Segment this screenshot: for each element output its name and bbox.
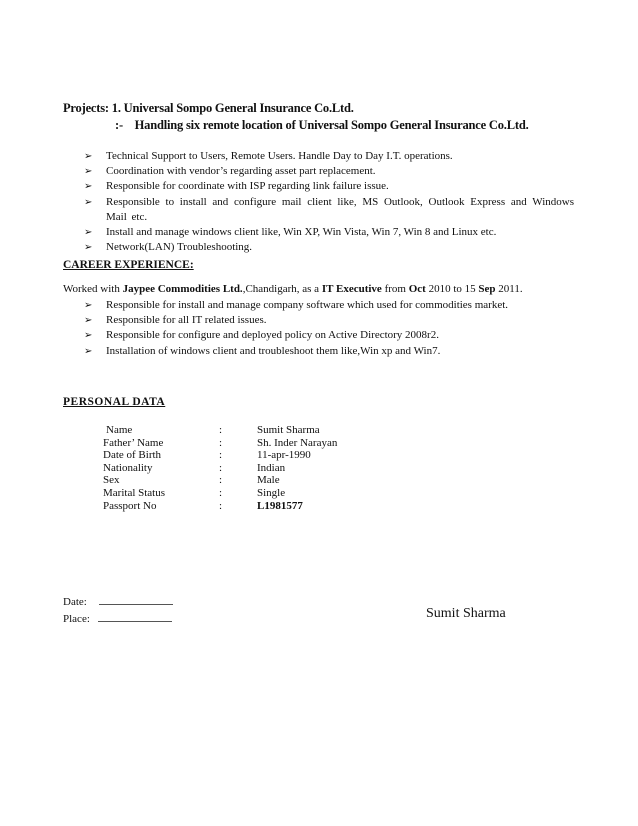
place-line [63,612,172,625]
worked-location: ,Chandigarh, as a [242,283,322,295]
list-item-text: Technical Support to Users, Remote Users. Handle Day to Day I.T. operations. [106,150,453,162]
separator: : [219,499,223,512]
arrow-bullet-icon: ➢ [84,345,93,357]
list-item [84,179,574,194]
field-value: Sumit Sharma [257,424,320,436]
field-value: Single [257,486,286,499]
field-label: Date of Birth [103,449,162,462]
arrow-bullet-icon: ➢ [84,196,93,208]
from-month: Oct [408,283,426,295]
list-item-text: Responsible for install and manage company software which used for commodities market. [106,299,509,311]
personal-row-sex [103,474,337,487]
separator: : [219,474,223,487]
separator: : [219,424,223,436]
field-label: Name [106,424,133,436]
separator: : [219,436,223,449]
arrow-bullet-icon: ➢ [84,166,93,178]
subtitle-prefix: :- [115,118,123,132]
career-experience-heading: CAREER EXPERIENCE: [63,259,194,271]
list-item-text: Install and manage windows client like, Win XP, Win Vista, Win 7, Win 8 and Linux etc. [106,226,497,239]
arrow-bullet-icon: ➢ [84,181,93,193]
arrow-bullet-icon: ➢ [84,242,93,254]
personal-row-marital-status [103,487,337,500]
date-label: Date: [63,596,87,608]
career-worked-line [63,283,523,295]
projects-title: Projects: 1. Universal Sompo General Insurance Co.Ltd. [63,101,354,115]
list-item-text: Responsible for all IT related issues. [106,314,267,327]
mid-text: 2010 to 15 [425,283,479,295]
subtitle-text: Handling six remote location of Universal Sompo General Insurance Co.Ltd. [134,118,529,132]
field-value: L1981577 [257,499,303,512]
projects-bullet-list [84,149,574,255]
separator: : [219,461,223,474]
list-item-text: Coordination with vendor’s regarding asset part replacement. [106,165,376,178]
personal-row-father-name [103,437,337,450]
from-text: from [381,283,409,295]
field-label: Marital Status [103,486,166,499]
company-name: Jaypee Commodities Ltd. [122,283,243,295]
field-value: Sh. Inder Narayan [257,436,338,449]
field-label: Passport No [103,499,157,512]
list-item [84,149,574,164]
career-bullet-list [84,298,574,359]
personal-row-dob [103,449,337,462]
end-text: 2011. [495,283,523,295]
date-blank-line [99,595,173,605]
list-item [84,195,574,225]
personal-row-passport [103,500,337,513]
list-item [84,164,574,179]
list-item [84,298,574,313]
place-label: Place: [63,613,90,625]
personal-row-nationality [103,462,337,475]
personal-row-name [103,424,337,437]
field-label: Sex [103,474,120,487]
arrow-bullet-icon: ➢ [84,300,93,311]
list-item [84,313,574,328]
list-item-text: Responsible for configure and deployed policy on Active Directory 2008r2. [106,329,439,342]
list-item-text: Responsible to install and configure mail client like, MS Outlook, Outlook Express and Windows Mail etc. [106,195,574,223]
worked-prefix: Worked with [63,283,123,295]
job-role: IT Executive [321,283,382,295]
list-item-text: Responsible for coordinate with ISP regarding link failure issue. [106,180,389,193]
arrow-bullet-icon: ➢ [84,330,93,342]
list-item [84,225,574,240]
arrow-bullet-icon: ➢ [84,227,93,239]
projects-subtitle [63,118,529,133]
personal-data-table [103,424,337,512]
field-value: 11-apr-1990 [257,449,311,462]
list-item [84,240,574,255]
list-item [84,328,574,343]
field-label: Nationality [103,461,153,474]
arrow-bullet-icon: ➢ [84,151,93,162]
to-month: Sep [478,283,496,295]
signature-name: Sumit Sharma [426,606,506,621]
place-blank-line [98,612,172,622]
separator: : [219,486,223,499]
personal-data-heading: PERSONAL DATA [63,396,166,408]
list-item-text: Installation of windows client and troubleshoot them like,Win xp and Win7. [106,344,441,357]
field-value: Indian [257,461,286,474]
separator: : [219,449,223,462]
list-item [84,344,574,359]
list-item-text: Network(LAN) Troubleshooting. [106,241,253,254]
field-label: Father’ Name [103,436,164,449]
arrow-bullet-icon: ➢ [84,315,93,327]
field-value: Male [257,474,280,487]
date-line [63,595,173,608]
